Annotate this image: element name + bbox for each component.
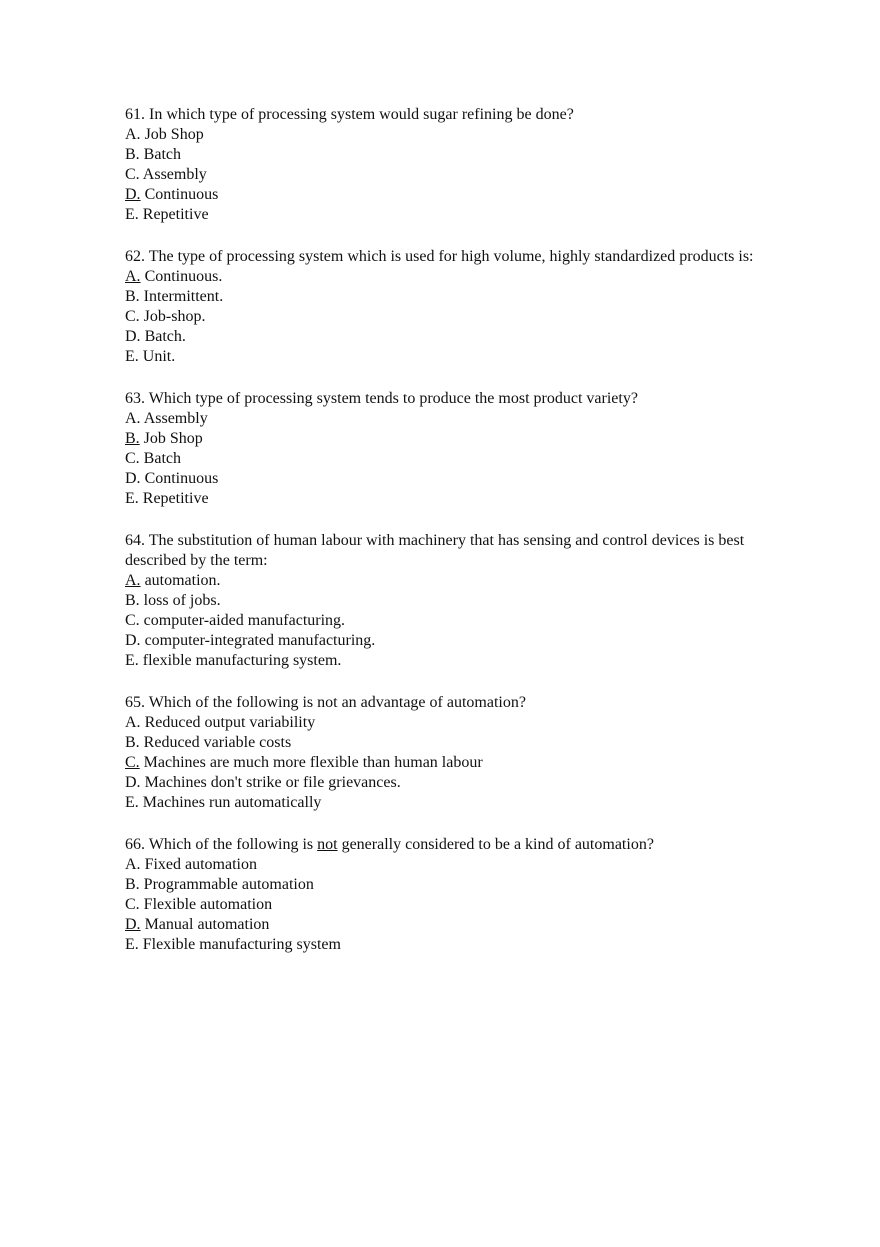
option-letter: B. [125,592,140,609]
answer-option [125,611,775,631]
option-letter: E. [125,490,139,507]
option-text: flexible manufacturing system. [142,652,342,669]
question-stem: 62. The type of processing system which is used for high volume, highly standardized products is: [125,248,754,265]
answer-option [125,733,775,753]
correct-option-letter: C. [125,754,140,771]
stem-text: 66. Which of the following is [125,836,318,853]
question-stem: 61. In which type of processing system would sugar refining be done? [125,106,574,123]
option-letter: E. [125,794,139,811]
answer-option [125,713,775,733]
answer-option [125,145,775,165]
option-text: Job Shop [144,126,204,143]
option-text: Flexible automation [143,896,273,913]
option-letter: D. [125,328,141,345]
answer-option [125,875,775,895]
correct-option-letter: D. [125,186,141,203]
question-stem: 63. Which type of processing system tends to produce the most product variety? [125,390,638,407]
question-64 [125,531,775,671]
option-text: Batch [143,450,181,467]
option-text: Unit. [142,348,176,365]
option-text: computer-integrated manufacturing. [144,632,376,649]
answer-option-correct [125,185,775,205]
option-letter: E. [125,652,139,669]
option-letter: D. [125,774,141,791]
option-letter: D. [125,632,141,649]
answer-option [125,327,775,347]
question-stem: 64. The substitution of human labour with machinery that has sensing and control devices is best described by the term: [125,532,745,569]
option-text: Programmable automation [143,876,314,893]
option-letter: E. [125,206,139,223]
question-65 [125,693,775,813]
option-text: Reduced output variability [144,714,316,731]
option-text: Fixed automation [144,856,257,873]
option-letter: A. [125,410,141,427]
answer-option [125,935,775,955]
answer-option [125,165,775,185]
answer-option [125,651,775,671]
option-text: Job Shop [143,430,203,447]
option-letter: B. [125,288,140,305]
option-text: Repetitive [142,490,209,507]
option-text: Assembly [143,410,208,427]
answer-option [125,125,775,145]
answer-option [125,307,775,327]
question-66 [125,835,775,955]
answer-option-correct [125,753,775,773]
option-letter: B. [125,876,140,893]
option-letter: C. [125,166,140,183]
answer-option [125,449,775,469]
question-62 [125,247,775,367]
answer-option-correct [125,429,775,449]
correct-option-letter: A. [125,572,141,589]
option-letter: A. [125,856,141,873]
option-text: Continuous. [144,268,223,285]
option-letter: E. [125,348,139,365]
answer-option [125,631,775,651]
option-text: Repetitive [142,206,209,223]
answer-option-correct [125,267,775,287]
option-letter: E. [125,936,139,953]
correct-option-letter: A. [125,268,141,285]
option-text: Job-shop. [143,308,206,325]
answer-option [125,773,775,793]
option-letter: A. [125,714,141,731]
stem-text: generally considered to be a kind of automation? [337,836,654,853]
correct-option-letter: B. [125,430,140,447]
answer-option [125,489,775,509]
answer-option [125,591,775,611]
question-61 [125,105,775,225]
option-text: Batch. [144,328,186,345]
answer-option [125,469,775,489]
option-letter: C. [125,308,140,325]
option-text: Batch [143,146,181,163]
question-stem: 65. Which of the following is not an advantage of automation? [125,694,526,711]
option-letter: B. [125,146,140,163]
option-text: Continuous [144,470,219,487]
option-letter: C. [125,612,140,629]
option-text: Machines run automatically [142,794,322,811]
question-stem [125,835,775,855]
option-text: Machines are much more flexible than human labour [143,754,483,771]
option-text: Intermittent. [143,288,224,305]
answer-option [125,347,775,367]
option-letter: C. [125,896,140,913]
answer-option [125,409,775,429]
option-text: Flexible manufacturing system [142,936,341,953]
option-text: computer-aided manufacturing. [143,612,346,629]
option-letter: A. [125,126,141,143]
option-letter: B. [125,734,140,751]
option-text: Assembly [142,166,207,183]
option-letter: D. [125,470,141,487]
option-text: Continuous [144,186,219,203]
option-text: Manual automation [144,916,270,933]
answer-option [125,855,775,875]
option-text: automation. [144,572,221,589]
answer-option [125,793,775,813]
answer-option [125,205,775,225]
option-letter: C. [125,450,140,467]
answer-option [125,895,775,915]
answer-option-correct [125,915,775,935]
question-63 [125,389,775,509]
answer-option [125,287,775,307]
option-text: Reduced variable costs [143,734,292,751]
option-text: loss of jobs. [143,592,221,609]
answer-option-correct [125,571,775,591]
document-page [125,105,775,977]
correct-option-letter: D. [125,916,141,933]
option-text: Machines don't strike or file grievances. [144,774,401,791]
stem-underlined-word: not [317,836,338,853]
